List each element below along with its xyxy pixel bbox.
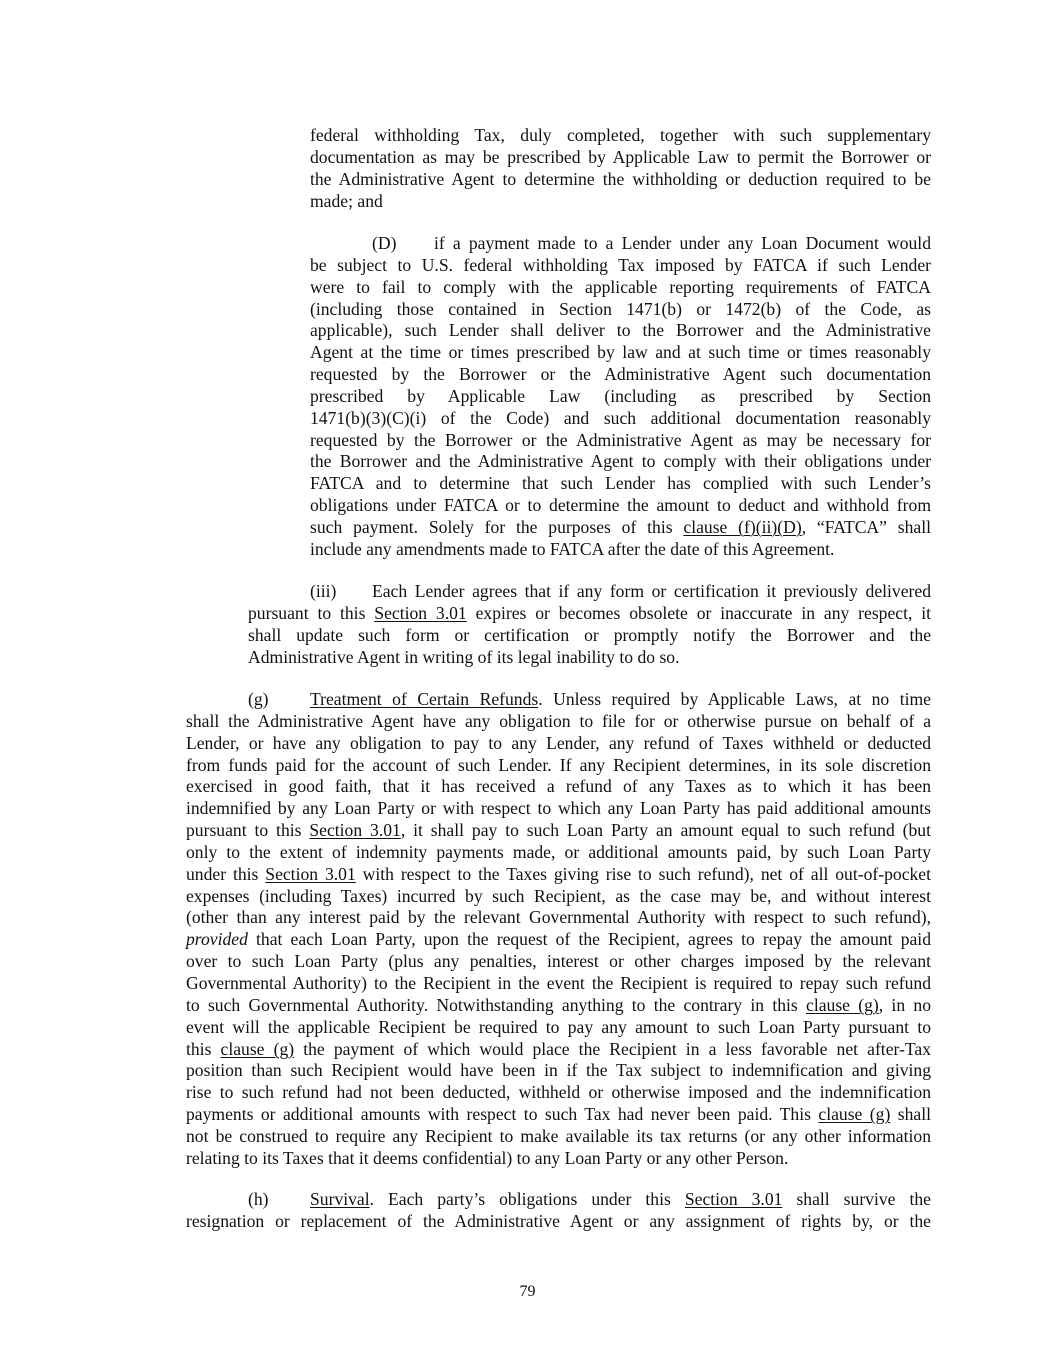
text-line: shall update such form or certification or promptly notify the Borrower and the <box>248 624 931 645</box>
clause-label: (iii) <box>310 581 337 601</box>
section-heading: Treatment of Certain Refunds <box>310 689 539 709</box>
text-line: the Administrative Agent to determine the withholding or deduction required to be <box>310 168 931 189</box>
text-line <box>186 1039 931 1061</box>
cross-reference-link[interactable]: clause (g) <box>806 994 879 1015</box>
text-line: 1471(b)(3)(C)(i) of the Code) and such additional documentation reasonably <box>310 407 931 428</box>
cross-reference-link[interactable]: Section 3.01 <box>374 602 467 623</box>
text-span: that each Loan Party, upon the request of the Recipient, agrees to repay the amount paid <box>247 929 931 950</box>
text-line <box>310 517 931 539</box>
text-span: the payment of which would place the Recipient in a less favorable net after-Tax <box>294 1038 931 1059</box>
text-span: such payment. Solely for the purposes of this <box>310 516 684 537</box>
text-line: Administrative Agent in writing of its legal inability to do so. <box>248 646 680 667</box>
text-line: FATCA and to determine that such Lender has complied with such Lender’s <box>310 473 931 494</box>
text-span: this <box>186 1038 221 1059</box>
text-line <box>248 581 931 603</box>
text-span: . Unless required by Applicable Laws, at no time <box>538 689 931 709</box>
text-line: made; and <box>310 190 383 211</box>
text-line <box>186 864 931 886</box>
cross-reference-link[interactable]: Section 3.01 <box>684 1189 783 1209</box>
text-line: prescribed by Applicable Law (including as prescribed by Section <box>310 385 931 406</box>
text-line: not be construed to require any Recipient to make available its tax returns (or any other information <box>186 1125 931 1146</box>
text-line <box>186 820 931 842</box>
text-span: pursuant to this <box>248 602 375 623</box>
cross-reference-link[interactable]: Section 3.01 <box>309 820 401 841</box>
text-line: event will the applicable Recipient be required to pay any amount to such Loan Party pursuant to <box>186 1016 931 1037</box>
text-line: documentation as may be prescribed by Applicable Law to permit the Borrower or <box>310 146 931 167</box>
text-line: rise to such refund had not been deducted, withheld or otherwise imposed and the indemnification <box>186 1082 931 1103</box>
text-line: from funds paid for the account of such Lender. If any Recipient determines, in its sole discretion <box>186 754 931 775</box>
clause-iii-paragraph <box>248 581 931 668</box>
text-line <box>186 1104 931 1126</box>
cross-reference-link[interactable]: Section 3.01 <box>265 863 356 884</box>
clause-label: (g) <box>248 689 269 709</box>
text-span: to such Governmental Authority. Notwithstanding anything to the contrary in this <box>186 994 807 1015</box>
text-line: expenses (including Taxes) incurred by such Recipient, as the case may be, and without interest <box>186 885 931 906</box>
text-line <box>186 995 931 1017</box>
text-span: , it shall pay to such Loan Party an amount equal to such refund (but <box>400 820 931 841</box>
text-line: Lender, or have any obligation to pay to any Lender, any refund of Taxes withheld or deducted <box>186 732 931 753</box>
text-line: be subject to U.S. federal withholding Tax imposed by FATCA if such Lender <box>310 254 931 275</box>
text-span: , “FATCA” shall <box>801 516 931 537</box>
text-line: Governmental Authority) to the Recipient in the event the Recipient is required to repay such refund <box>186 972 931 993</box>
text-line: requested by the Borrower or the Administrative Agent as may be necessary for <box>310 429 931 450</box>
text-span: under this <box>186 863 266 884</box>
cross-reference-link[interactable]: clause (g) <box>220 1038 295 1059</box>
text-line: resignation or replacement of the Administrative Agent or any assignment of rights by, or the <box>186 1210 931 1231</box>
cross-reference-link[interactable]: clause (f)(ii)(D) <box>683 516 802 537</box>
text-span: . Each party’s obligations under this <box>369 1189 685 1209</box>
text-line: obligations under FATCA or to determine the amount to deduct and withhold from <box>310 495 931 516</box>
page-number: 79 <box>519 1283 536 1300</box>
text-line: position than such Recipient would have been in if the Tax subject to indemnification and giving <box>186 1060 931 1081</box>
italic-term: provided <box>186 929 248 950</box>
text-line: include any amendments made to FATCA after the date of this Agreement. <box>310 538 835 559</box>
text-span: , in no <box>878 994 931 1015</box>
clause-d-paragraph <box>310 233 931 561</box>
text-span: expires or becomes obsolete or inaccurate in any respect, it <box>466 602 932 623</box>
text-line: shall the Administrative Agent have any obligation to file for or otherwise pursue on behalf of a <box>186 710 931 731</box>
text-line: (other than any interest paid by the relevant Governmental Authority with respect to such refund), <box>186 907 931 928</box>
text-line <box>186 929 931 951</box>
clause-g-paragraph <box>186 689 931 1170</box>
clause-h-paragraph <box>186 1189 931 1233</box>
cross-reference-link[interactable]: clause (g) <box>818 1104 891 1125</box>
text-line <box>310 233 931 255</box>
text-span: if a payment made to a Lender under any Loan Document would <box>434 233 931 253</box>
section-heading: Survival <box>310 1189 370 1209</box>
text-line: the Borrower and the Administrative Agent to comply with their obligations under <box>310 451 931 472</box>
text-line: over to such Loan Party (plus any penalties, interest or other charges imposed by the relevant <box>186 951 931 972</box>
text-span: payments or additional amounts with respect to such Tax had never been paid. This <box>186 1104 819 1125</box>
text-line: indemnified by any Loan Party or with respect to which any Loan Party has paid additional amounts <box>186 798 931 819</box>
text-line: relating to its Taxes that it deems confidential) to any Loan Party or any other Person. <box>186 1147 789 1168</box>
text-span: shall survive the <box>782 1189 931 1209</box>
clause-label: (D) <box>372 233 397 253</box>
text-line: exercised in good faith, that it has received a refund of any Taxes as to which it has been <box>186 776 931 797</box>
text-line: requested by the Borrower or the Administrative Agent such documentation <box>310 364 931 385</box>
continuation-paragraph <box>310 125 931 212</box>
text-line: (including those contained in Section 1471(b) or 1472(b) of the Code, as <box>310 298 931 319</box>
text-line: applicable), such Lender shall deliver to the Borrower and the Administrative <box>310 320 931 341</box>
text-line <box>186 689 931 711</box>
text-line: federal withholding Tax, duly completed, together with such supplementary <box>310 125 931 145</box>
text-line: only to the extent of indemnity payments made, or additional amounts paid, by such Loan Party <box>186 841 931 862</box>
text-span: Each Lender agrees that if any form or certification it previously delivered <box>372 581 931 601</box>
text-span: shall <box>890 1104 931 1125</box>
clause-label: (h) <box>248 1189 269 1209</box>
text-span: with respect to the Taxes giving rise to such refund), net of all out-of-pocket <box>355 863 932 884</box>
text-line: Agent at the time or times prescribed by law and at such time or times reasonably <box>310 342 931 363</box>
text-line: were to fail to comply with the applicable reporting requirements of FATCA <box>310 276 931 297</box>
text-line <box>186 1189 931 1211</box>
text-line <box>248 603 931 625</box>
text-span: pursuant to this <box>186 820 310 841</box>
